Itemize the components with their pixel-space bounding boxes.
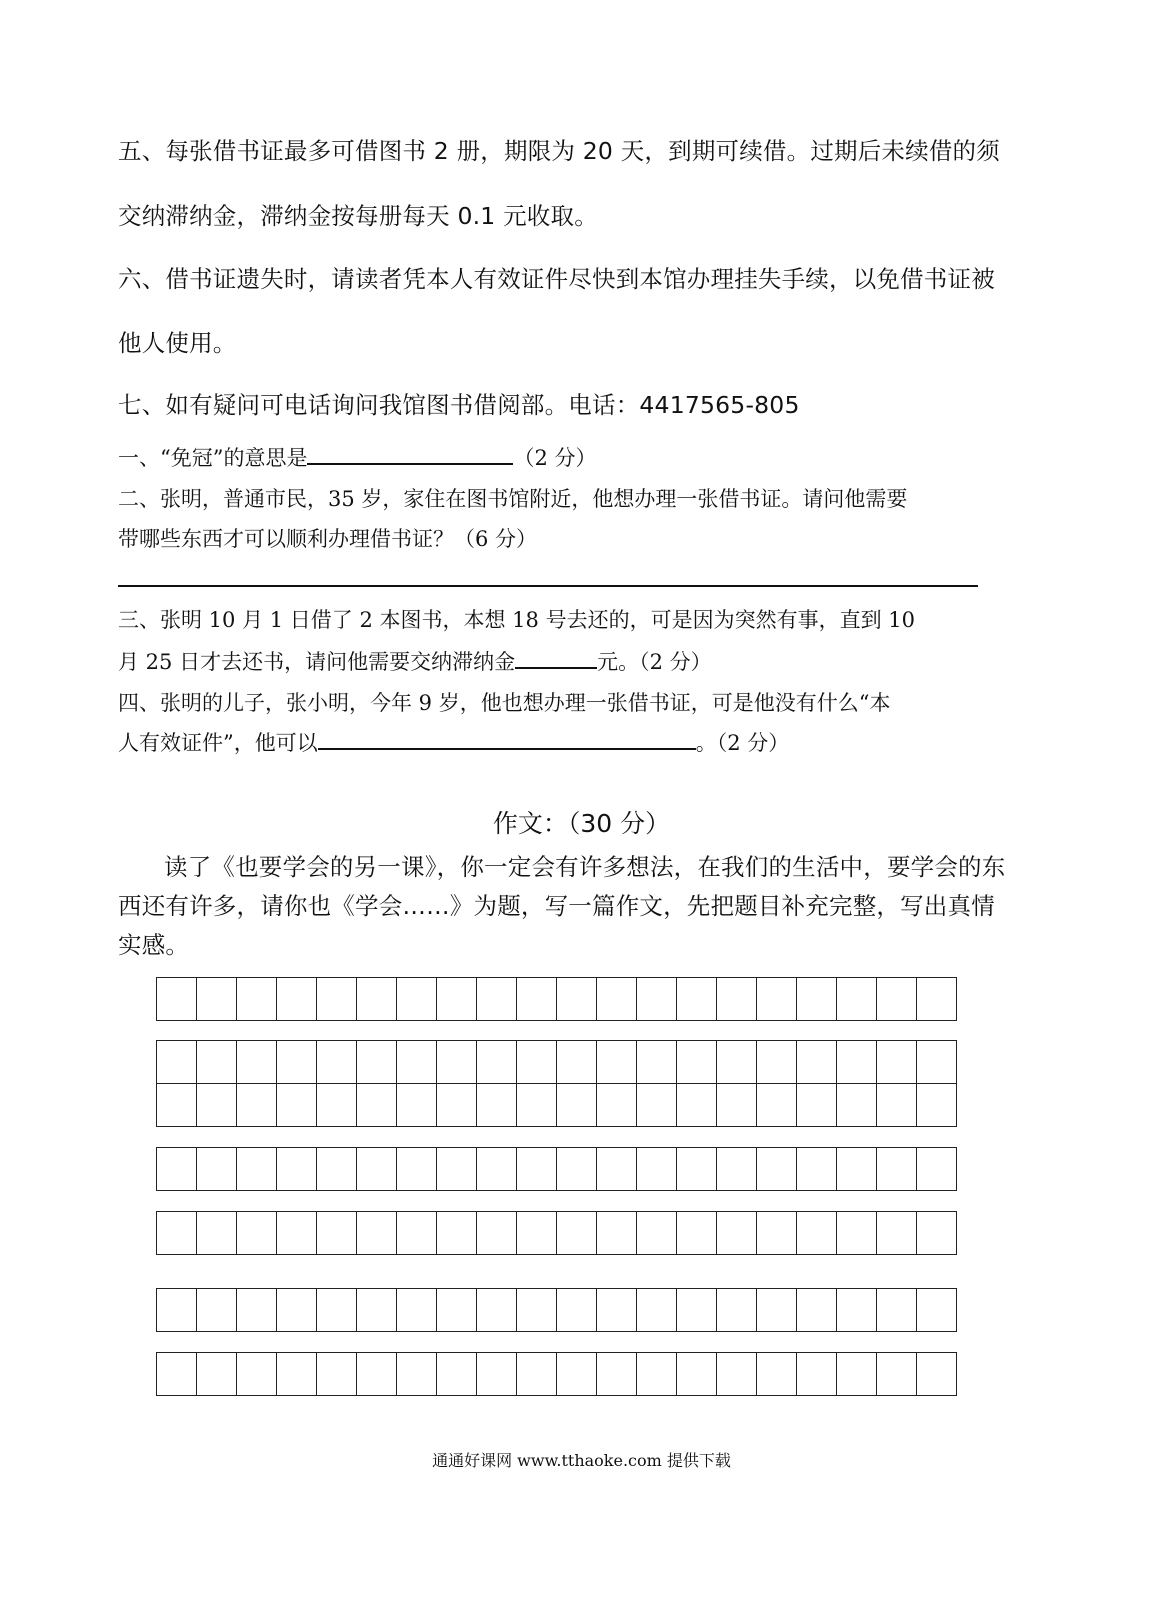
writing-grid-cell[interactable] [317, 1212, 357, 1255]
writing-grid-cell[interactable] [797, 1289, 837, 1332]
writing-grid-cell[interactable] [837, 1084, 877, 1127]
writing-grid-cell[interactable] [917, 1353, 957, 1396]
writing-grid-cell[interactable] [917, 1289, 957, 1332]
rule-5-line-1: 五、每张借书证最多可借图书 2 册，期限为 20 天，到期可续借。过期后未续借的须 [118, 137, 1000, 165]
writing-grid-cell[interactable] [717, 1084, 757, 1127]
writing-grid-double-row[interactable] [156, 1040, 957, 1127]
writing-grid-cell[interactable] [677, 1212, 717, 1255]
writing-grid-cell[interactable] [557, 1041, 597, 1084]
writing-grid-cell[interactable] [157, 1041, 197, 1084]
writing-grid-cell[interactable] [517, 1148, 557, 1191]
writing-grid-cell[interactable] [357, 1212, 397, 1255]
writing-grid-row[interactable] [156, 1352, 957, 1396]
writing-grid-cell[interactable] [357, 1148, 397, 1191]
writing-grid-cell[interactable] [597, 1289, 637, 1332]
writing-grid-cell[interactable] [237, 1041, 277, 1084]
writing-grid-cell[interactable] [797, 1084, 837, 1127]
writing-grid-cell[interactable] [357, 1289, 397, 1332]
writing-grid-cell[interactable] [917, 978, 957, 1021]
writing-grid-cell[interactable] [357, 978, 397, 1021]
question-1 [118, 441, 597, 472]
writing-grid-cell[interactable] [757, 1084, 797, 1127]
writing-grid-cell[interactable] [917, 1148, 957, 1191]
writing-grid-cell[interactable] [437, 1289, 477, 1332]
writing-grid-cell[interactable] [597, 1353, 637, 1396]
writing-grid-cell[interactable] [237, 978, 277, 1021]
writing-grid-cell[interactable] [677, 1148, 717, 1191]
question-1-answer-blank[interactable] [307, 441, 513, 465]
writing-grid-cell[interactable] [397, 978, 437, 1021]
writing-grid-cell[interactable] [517, 1212, 557, 1255]
question-2-answer-line[interactable] [118, 585, 978, 587]
rule-5-line-2: 交纳滞纳金，滞纳金按每册每天 0.1 元收取。 [118, 202, 598, 230]
question-3-line-1: 三、张明 10 月 1 日借了 2 本图书，本想 18 号去还的，可是因为突然有事，直到 10 [118, 608, 915, 632]
question-4-score: 。（2 分） [695, 731, 790, 755]
writing-grid-cell[interactable] [877, 1212, 917, 1255]
writing-grid-cell[interactable] [757, 978, 797, 1021]
writing-grid-cell[interactable] [517, 978, 557, 1021]
writing-grid-cell[interactable] [397, 1289, 437, 1332]
writing-grid-cell[interactable] [477, 1041, 517, 1084]
writing-grid-cell[interactable] [237, 1289, 277, 1332]
writing-grid-cell[interactable] [477, 978, 517, 1021]
writing-grid-cell[interactable] [637, 1041, 677, 1084]
writing-grid-cell[interactable] [437, 1084, 477, 1127]
writing-grid-cell[interactable] [757, 1041, 797, 1084]
writing-grid-cell[interactable] [637, 978, 677, 1021]
composition-prompt-line-2: 西还有许多，请你也《学会……》为题，写一篇作文，先把题目补充完整，写出真情 [118, 892, 995, 920]
writing-grid-cell[interactable] [637, 1289, 677, 1332]
writing-grid-cell[interactable] [797, 1353, 837, 1396]
writing-grid-cell[interactable] [397, 1212, 437, 1255]
writing-grid-cell[interactable] [597, 1041, 637, 1084]
writing-grid-row[interactable] [156, 1211, 957, 1255]
writing-grid-cell[interactable] [877, 1084, 917, 1127]
writing-grid-cell[interactable] [517, 1084, 557, 1127]
writing-grid-cell[interactable] [397, 1148, 437, 1191]
writing-grid-cell[interactable] [277, 1289, 317, 1332]
writing-grid-cell[interactable] [397, 1041, 437, 1084]
writing-grid-cell[interactable] [197, 1148, 237, 1191]
writing-grid-cell[interactable] [517, 1289, 557, 1332]
writing-grid-cell[interactable] [357, 1041, 397, 1084]
writing-grid-cell[interactable] [157, 1148, 197, 1191]
writing-grid-cell[interactable] [197, 978, 237, 1021]
writing-grid-cell[interactable] [877, 1041, 917, 1084]
writing-grid-cell[interactable] [717, 978, 757, 1021]
writing-grid-cell[interactable] [917, 1084, 957, 1127]
writing-grid-cell[interactable] [477, 1148, 517, 1191]
writing-grid-cell[interactable] [397, 1084, 437, 1127]
question-1-score: （2 分） [513, 446, 597, 470]
writing-grid-row[interactable] [156, 977, 957, 1021]
writing-grid-cell[interactable] [157, 1353, 197, 1396]
writing-grid-cell[interactable] [437, 1212, 477, 1255]
writing-grid-cell[interactable] [677, 1289, 717, 1332]
writing-grid-cell[interactable] [477, 1084, 517, 1127]
writing-grid-cell[interactable] [557, 978, 597, 1021]
writing-grid-cell[interactable] [557, 1148, 597, 1191]
writing-grid-cell[interactable] [877, 1289, 917, 1332]
writing-grid-cell[interactable] [477, 1353, 517, 1396]
question-1-text: 一、“免冠”的意思是 [118, 446, 308, 470]
writing-grid-cell[interactable] [717, 1148, 757, 1191]
writing-grid-cell[interactable] [837, 1289, 877, 1332]
writing-grid-cell[interactable] [237, 1084, 277, 1127]
writing-grid-cell[interactable] [717, 1212, 757, 1255]
writing-grid-cell[interactable] [557, 1289, 597, 1332]
writing-grid-cell[interactable] [357, 1084, 397, 1127]
question-3-text: 月 25 日才去还书，请问他需要交纳滞纳金 [118, 650, 516, 674]
writing-grid-cell[interactable] [317, 1148, 357, 1191]
writing-grid-cell[interactable] [717, 1353, 757, 1396]
writing-grid-cell[interactable] [197, 1041, 237, 1084]
writing-grid-cell[interactable] [637, 1148, 677, 1191]
writing-grid-cell[interactable] [397, 1353, 437, 1396]
writing-grid-cell[interactable] [277, 1212, 317, 1255]
writing-grid-row[interactable] [156, 1288, 957, 1332]
question-4-answer-blank[interactable] [318, 726, 696, 750]
writing-grid-cell[interactable] [797, 1041, 837, 1084]
writing-grid-cell[interactable] [717, 1041, 757, 1084]
writing-grid-cell[interactable] [237, 1148, 277, 1191]
writing-grid-cell[interactable] [277, 978, 317, 1021]
writing-grid-cell[interactable] [637, 1353, 677, 1396]
footer-credit: 通通好课网 www.tthaoke.com 提供下载 [432, 1451, 731, 1470]
writing-grid-cell[interactable] [717, 1289, 757, 1332]
writing-grid-cell[interactable] [597, 978, 637, 1021]
writing-grid-cell[interactable] [197, 1353, 237, 1396]
writing-grid-cell[interactable] [837, 1041, 877, 1084]
writing-grid-cell[interactable] [437, 978, 477, 1021]
writing-grid-cell[interactable] [437, 1353, 477, 1396]
writing-grid-cell[interactable] [557, 1084, 597, 1127]
writing-grid-cell[interactable] [357, 1353, 397, 1396]
question-3-answer-blank[interactable] [515, 645, 597, 669]
writing-grid-cell[interactable] [197, 1084, 237, 1127]
writing-grid-cell[interactable] [797, 1148, 837, 1191]
writing-grid-cell[interactable] [837, 978, 877, 1021]
composition-prompt-line-3: 实感。 [118, 931, 190, 959]
writing-grid-cell[interactable] [917, 1041, 957, 1084]
rule-6-line-2: 他人使用。 [118, 329, 237, 357]
writing-grid-cell[interactable] [917, 1212, 957, 1255]
writing-grid-cell[interactable] [677, 1041, 717, 1084]
writing-grid-cell[interactable] [877, 1148, 917, 1191]
writing-grid-cell[interactable] [277, 1148, 317, 1191]
writing-grid-cell[interactable] [157, 1289, 197, 1332]
writing-grid-cell[interactable] [597, 1084, 637, 1127]
writing-grid-cell[interactable] [557, 1212, 597, 1255]
writing-grid-cell[interactable] [157, 1212, 197, 1255]
writing-grid-cell[interactable] [197, 1289, 237, 1332]
writing-grid-cell[interactable] [317, 978, 357, 1021]
writing-grid-cell[interactable] [557, 1353, 597, 1396]
rule-6-line-1: 六、借书证遗失时，请读者凭本人有效证件尽快到本馆办理挂失手续，以免借书证被 [118, 265, 995, 293]
writing-grid-cell[interactable] [277, 1353, 317, 1396]
question-4-line-2 [118, 726, 789, 757]
writing-grid-cell[interactable] [837, 1212, 877, 1255]
writing-grid-cell[interactable] [837, 1148, 877, 1191]
question-3-score: 元。（2 分） [597, 650, 712, 674]
writing-grid-cell[interactable] [677, 1353, 717, 1396]
writing-grid-row[interactable] [156, 1147, 957, 1191]
question-2-line-1: 二、张明，普通市民，35 岁，家住在图书馆附近，他想办理一张借书证。请问他需要 [118, 487, 908, 511]
writing-grid-cell[interactable] [597, 1212, 637, 1255]
writing-grid-cell[interactable] [517, 1041, 557, 1084]
question-4-text: 人有效证件”，他可以 [118, 731, 318, 755]
writing-grid-cell[interactable] [597, 1148, 637, 1191]
writing-grid-cell[interactable] [197, 1212, 237, 1255]
writing-grid-cell[interactable] [837, 1353, 877, 1396]
writing-grid-cell[interactable] [317, 1353, 357, 1396]
rule-7: 七、如有疑问可电话询问我馆图书借阅部。电话：4417565-805 [118, 391, 800, 419]
writing-grid-cell[interactable] [877, 1353, 917, 1396]
writing-grid-cell[interactable] [757, 1212, 797, 1255]
writing-grid-cell[interactable] [237, 1212, 277, 1255]
question-3-line-2 [118, 645, 712, 676]
writing-grid-cell[interactable] [157, 1084, 197, 1127]
writing-grid-cell[interactable] [317, 1289, 357, 1332]
writing-grid-cell[interactable] [237, 1353, 277, 1396]
writing-grid-cell[interactable] [757, 1353, 797, 1396]
writing-grid-cell[interactable] [877, 978, 917, 1021]
writing-grid-cell[interactable] [797, 978, 837, 1021]
writing-grid-cell[interactable] [317, 1084, 357, 1127]
composition-title: 作文：（30 分） [492, 809, 671, 838]
writing-grid-cell[interactable] [637, 1084, 677, 1127]
question-2-line-2: 带哪些东西才可以顺利办理借书证？（6 分） [118, 527, 538, 551]
writing-grid-cell[interactable] [757, 1148, 797, 1191]
writing-grid-cell[interactable] [797, 1212, 837, 1255]
writing-grid-cell[interactable] [637, 1212, 677, 1255]
writing-grid-cell[interactable] [277, 1041, 317, 1084]
writing-grid-cell[interactable] [677, 1084, 717, 1127]
question-4-line-1: 四、张明的儿子，张小明，今年 9 岁，他也想办理一张借书证，可是他没有什么“本 [118, 691, 891, 715]
writing-grid-cell[interactable] [757, 1289, 797, 1332]
writing-grid-cell[interactable] [437, 1148, 477, 1191]
writing-grid-cell[interactable] [317, 1041, 357, 1084]
writing-grid-cell[interactable] [477, 1289, 517, 1332]
writing-grid-cell[interactable] [277, 1084, 317, 1127]
writing-grid-cell[interactable] [517, 1353, 557, 1396]
writing-grid-cell[interactable] [157, 978, 197, 1021]
writing-grid-cell[interactable] [677, 978, 717, 1021]
writing-grid-cell[interactable] [477, 1212, 517, 1255]
composition-prompt-line-1: 读了《也要学会的另一课》，你一定会有许多想法，在我们的生活中，要学会的东 [164, 853, 1006, 881]
writing-grid-cell[interactable] [437, 1041, 477, 1084]
